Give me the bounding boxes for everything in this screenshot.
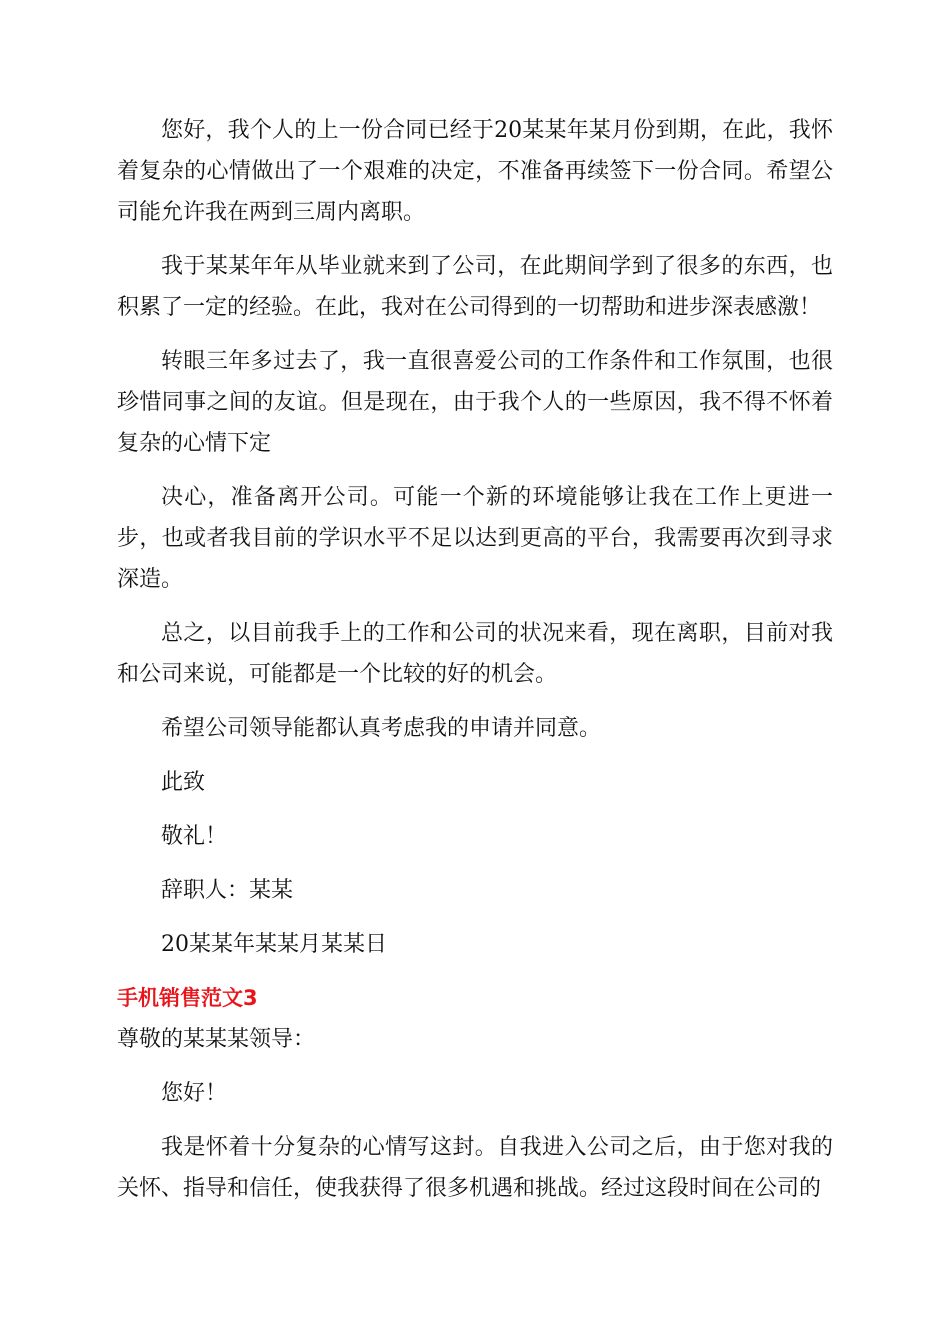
paragraph-gratitude: 我于某某年年从毕业就来到了公司，在此期间学到了很多的东西，也积累了一定的经验。在此，我对在公司得到的一切帮助和进步深表感激！ xyxy=(117,254,833,320)
paragraph-conclusion: 总之，以目前我手上的工作和公司的状况来看，现在离职，目前对我和公司来说，可能都是一个比较的好的机会。 xyxy=(117,621,833,687)
signature-line: 辞职人：某某 xyxy=(161,878,294,903)
salutation: 尊敬的某某某领导： xyxy=(117,1027,316,1052)
paragraph-request: 希望公司领导能都认真考虑我的申请并同意。 xyxy=(161,716,602,741)
date-line: 20某某年某某月某某日 xyxy=(161,932,387,957)
paragraph-decision: 决心，准备离开公司。可能一个新的环境能够让我在工作上更进一步，也或者我目前的学识水平不足以达到更高的平台，我需要再次到寻求深造。 xyxy=(117,485,833,592)
paragraph-body-start: 我是怀着十分复杂的心情写这封。自我进入公司之后，由于您对我的关怀、指导和信任，使我获得了很多机遇和挑战。经过这段时间在公司的 xyxy=(117,1135,833,1201)
greeting: 您好！ xyxy=(161,1081,228,1106)
closing-jingli: 敬礼！ xyxy=(161,824,228,849)
section-heading: 手机销售范文3 xyxy=(117,986,258,1010)
paragraph-three-years: 转眼三年多过去了，我一直很喜爱公司的工作条件和工作氛围，也很珍惜同事之间的友谊。但是现在，由于我个人的一些原因，我不得不怀着复杂的心情下定 xyxy=(117,349,833,456)
paragraph-contract-expiry: 您好，我个人的上一份合同已经于20某某年某月份到期，在此，我怀着复杂的心情做出了一个艰难的决定，不准备再续签下一份合同。希望公司能允许我在两到三周内离职。 xyxy=(117,118,833,225)
document-body xyxy=(117,110,833,1222)
closing-zhizhi: 此致 xyxy=(161,770,206,795)
